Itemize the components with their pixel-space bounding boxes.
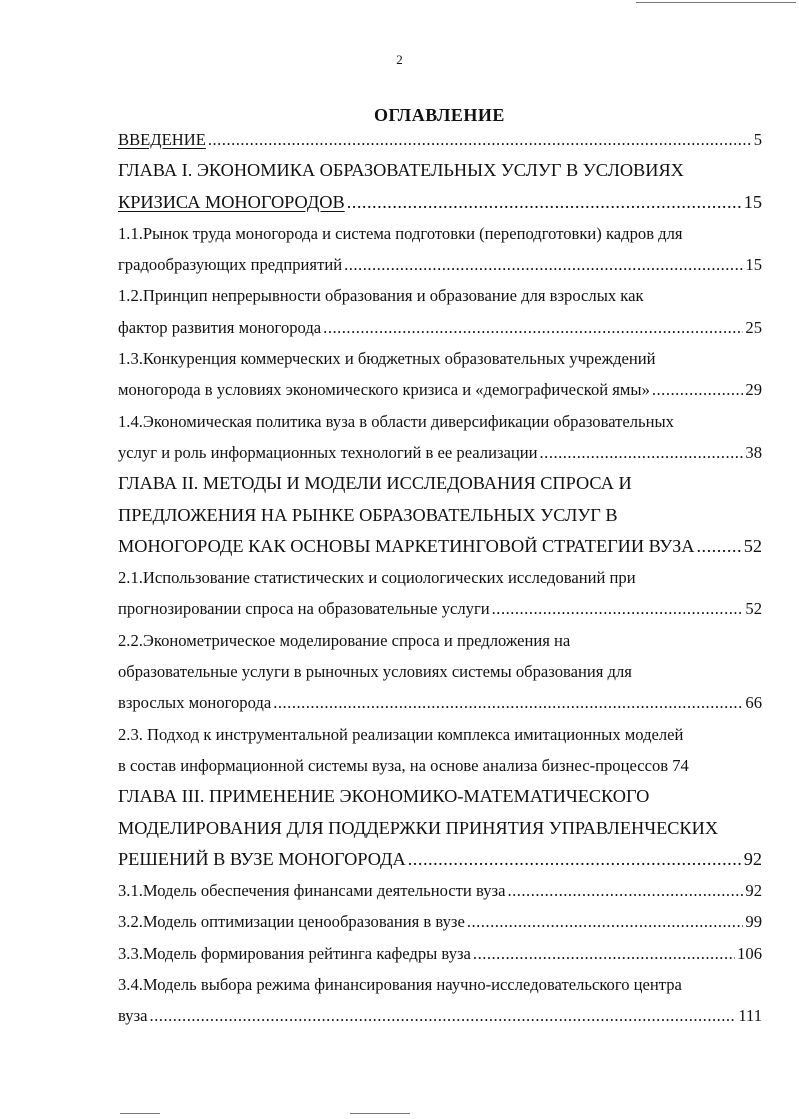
- toc-entry-label: 3.3.Модель формирования рейтинга кафедры вуза: [118, 943, 471, 963]
- toc-section-3-1[interactable]: [118, 875, 762, 906]
- toc-entry-label: 3.2.Модель оптимизации ценообразования в вузе: [118, 912, 465, 932]
- scan-artifact-top: [636, 2, 796, 3]
- toc-section-2-2-line-1[interactable]: 2.2.Эконометрическое моделирование спроса и предложения на: [118, 630, 571, 650]
- toc-entry-label: моногорода в условиях экономического кризиса и «демографической ямы»: [118, 380, 650, 400]
- toc-entry-label: градообразующих предприятий: [118, 255, 343, 275]
- toc-chapter-2-line-2[interactable]: ПРЕДЛОЖЕНИЯ НА РЫНКЕ ОБРАЗОВАТЕЛЬНЫХ УСЛУГ В: [118, 504, 618, 525]
- toc-entry-label: 3.1.Модель обеспечения финансами деятельности вуза: [118, 881, 506, 901]
- toc-entry-label: прогнозировании спроса на образовательные услуги: [118, 599, 490, 619]
- toc-page-number: 106: [737, 943, 762, 963]
- toc-section-1-2-line-1[interactable]: 1.2.Принцип непрерывности образования и образование для взрослых как: [118, 286, 644, 306]
- dot-leader: [344, 249, 743, 280]
- toc-page-number: 15: [745, 255, 762, 275]
- toc-page-number: 52: [745, 599, 762, 619]
- dot-leader: [540, 437, 744, 468]
- table-of-contents: [118, 124, 762, 1032]
- dot-leader: [150, 1000, 737, 1031]
- toc-entry-label: КРИЗИСА МОНОГОРОДОВ: [118, 191, 345, 212]
- toc-section-1-4-line-1[interactable]: 1.4.Экономическая политика вуза в области диверсификации образовательных: [118, 411, 674, 431]
- toc-section-1-3-line-2[interactable]: [118, 374, 762, 405]
- toc-section-2-2-line-3[interactable]: [118, 687, 762, 718]
- toc-chapter-2-line-3[interactable]: [118, 531, 762, 562]
- scan-artifact-bottom-left: [120, 1113, 160, 1114]
- toc-page-number: 38: [745, 442, 762, 462]
- dot-leader: [492, 593, 744, 624]
- toc-entry-label: ВВЕДЕНИЕ: [118, 130, 206, 149]
- dot-leader: [467, 906, 744, 937]
- toc-entry-label: фактор развития моногорода: [118, 317, 322, 337]
- toc-chapter-3-line-1[interactable]: ГЛАВА III. ПРИМЕНЕНИЕ ЭКОНОМИКО-МАТЕМАТИЧЕСКОГО: [118, 786, 650, 807]
- dot-leader: [473, 938, 735, 969]
- toc-page-number: 29: [745, 380, 762, 400]
- dot-leader: [347, 187, 742, 218]
- toc-page-number: 52: [743, 535, 762, 556]
- toc-section-1-4-line-2[interactable]: [118, 437, 762, 468]
- toc-page-number: 92: [745, 881, 762, 901]
- scan-artifact-bottom-mid: [350, 1113, 410, 1114]
- toc-section-1-1-line-2[interactable]: [118, 249, 762, 280]
- toc-section-3-3[interactable]: [118, 938, 762, 969]
- toc-page-number: 5: [753, 130, 762, 149]
- toc-section-3-4-line-2[interactable]: [118, 1000, 762, 1031]
- toc-entry-label: МОНОГОРОДЕ КАК ОСНОВЫ МАРКЕТИНГОВОЙ СТРАТЕГИИ ВУЗА: [118, 535, 695, 556]
- toc-chapter-3-line-2[interactable]: МОДЕЛИРОВАНИЯ ДЛЯ ПОДДЕРЖКИ ПРИНЯТИЯ УПРАВЛЕНЧЕСКИХ: [118, 817, 719, 838]
- dot-leader: [208, 124, 752, 155]
- toc-section-2-3-line-1[interactable]: 2.3. Подход к инструментальной реализации комплекса имитационных моделей: [118, 724, 684, 744]
- toc-chapter-2-line-1[interactable]: ГЛАВА II. МЕТОДЫ И МОДЕЛИ ИССЛЕДОВАНИЯ СПРОСА И: [118, 473, 632, 494]
- toc-page-number: 92: [743, 848, 762, 869]
- toc-section-2-1-line-2[interactable]: [118, 593, 762, 624]
- toc-entry-intro[interactable]: [118, 124, 762, 155]
- toc-page-number: 66: [745, 693, 762, 713]
- toc-section-1-3-line-1[interactable]: 1.3.Конкуренция коммерческих и бюджетных образовательных учреждений: [118, 349, 656, 369]
- toc-entry-label: РЕШЕНИЙ В ВУЗЕ МОНОГОРОДА: [118, 848, 406, 869]
- toc-section-3-2[interactable]: [118, 906, 762, 937]
- dot-leader: [408, 844, 742, 875]
- toc-page-number: 25: [745, 317, 762, 337]
- page-title: ОГЛАВЛЕНИЕ: [374, 105, 505, 125]
- toc-chapter-3-line-3[interactable]: [118, 844, 762, 875]
- dot-leader: [507, 875, 743, 906]
- dot-leader: [696, 531, 741, 562]
- dot-leader: [652, 374, 744, 405]
- toc-chapter-1-line-2[interactable]: [118, 187, 762, 218]
- dot-leader: [323, 312, 743, 343]
- page-number: 2: [396, 52, 403, 67]
- toc-section-1-1-line-1[interactable]: 1.1.Рынок труда моногорода и система подготовки (переподготовки) кадров для: [118, 223, 683, 243]
- toc-entry-label: взрослых моногорода: [118, 693, 272, 713]
- toc-page-number: 15: [743, 191, 762, 212]
- toc-section-2-1-line-1[interactable]: 2.1.Использование статистических и социологических исследований при: [118, 568, 636, 588]
- toc-page-number: 99: [745, 912, 762, 932]
- toc-section-1-2-line-2[interactable]: [118, 312, 762, 343]
- toc-section-2-3-line-2[interactable]: в состав информационной системы вуза, на основе анализа бизнес-процессов 74: [118, 755, 689, 775]
- toc-section-3-4-line-1[interactable]: 3.4.Модель выбора режима финансирования научно-исследовательского центра: [118, 975, 682, 995]
- dot-leader: [273, 687, 743, 718]
- toc-section-2-2-line-2[interactable]: образовательные услуги в рыночных условиях системы образования для: [118, 662, 632, 682]
- toc-entry-label: вуза: [118, 1006, 148, 1026]
- toc-chapter-1-line-1[interactable]: ГЛАВА I. ЭКОНОМИКА ОБРАЗОВАТЕЛЬНЫХ УСЛУГ В УСЛОВИЯХ: [118, 160, 684, 181]
- toc-page-number: 111: [738, 1006, 762, 1026]
- toc-entry-label: услуг и роль информационных технологий в ее реализации: [118, 442, 538, 462]
